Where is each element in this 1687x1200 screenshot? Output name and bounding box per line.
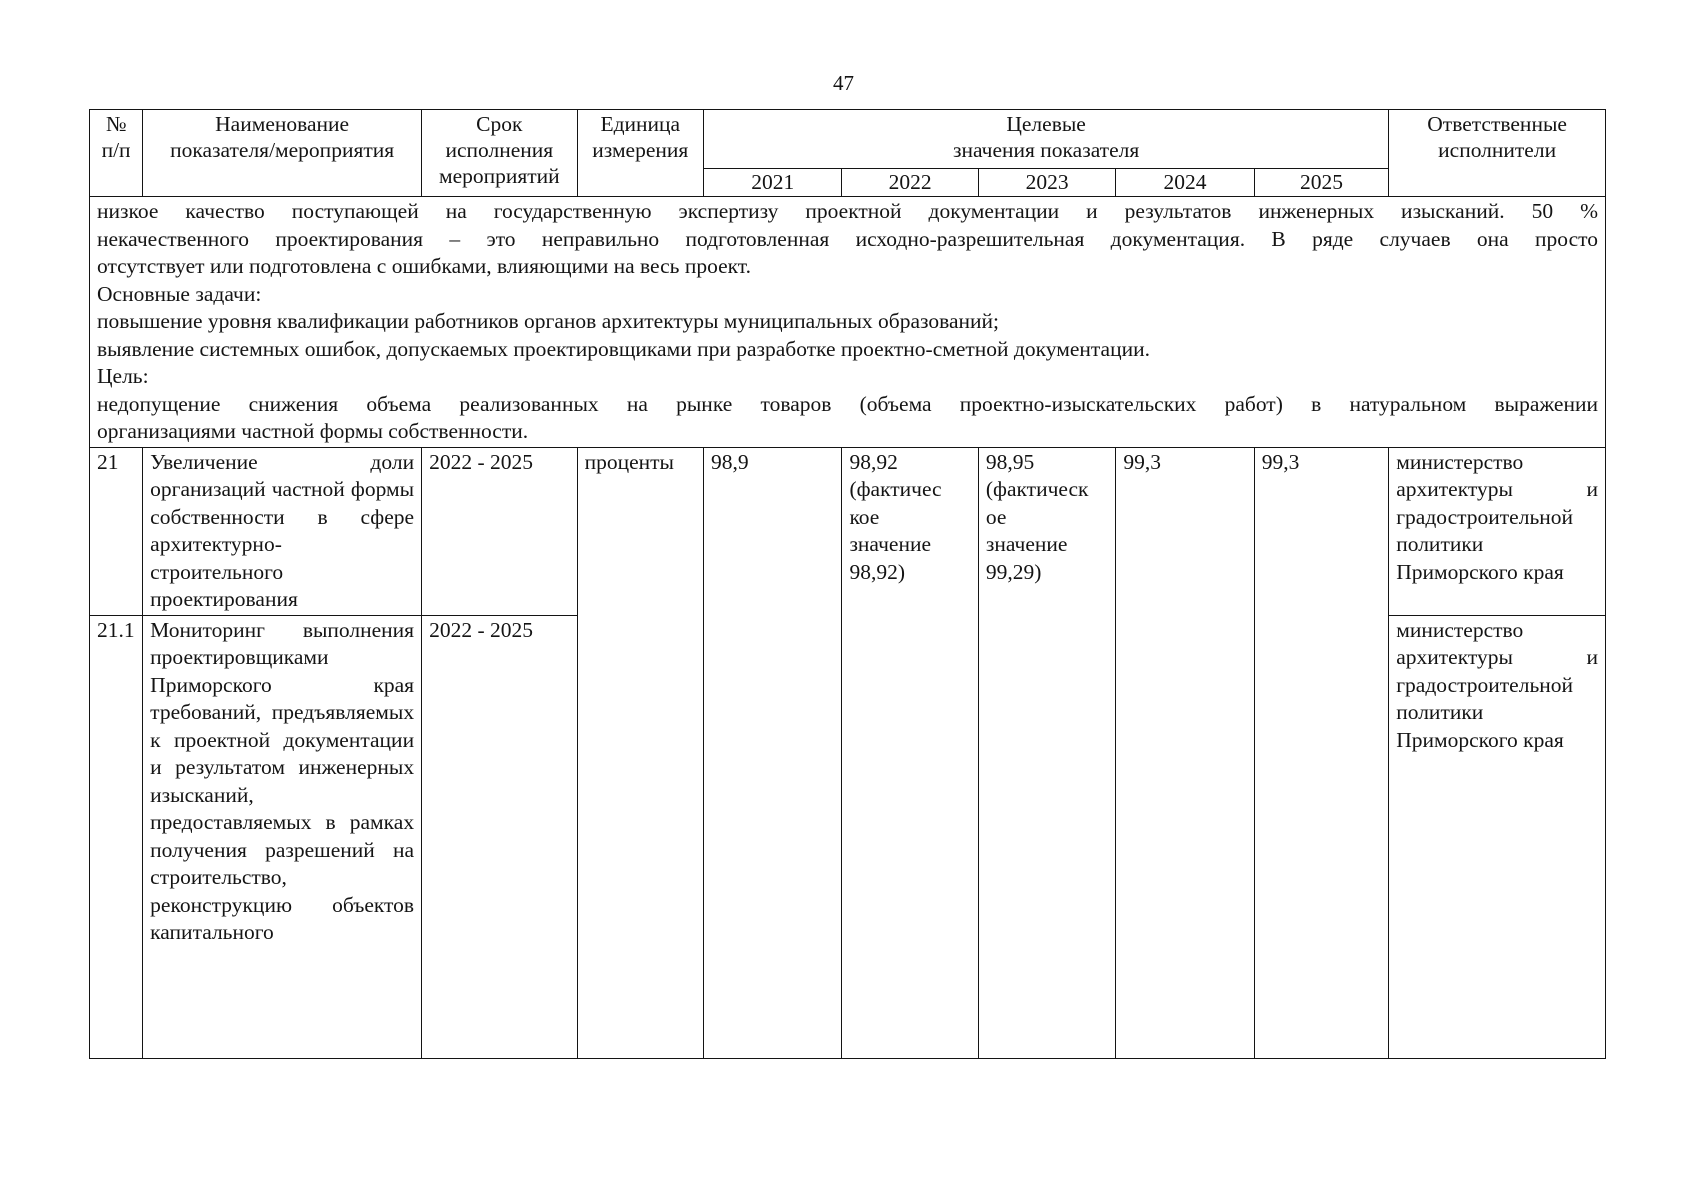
note-line-1: низкое качество поступающей на государственную экспертизу проектной документации и результатов инженерных изысканий. 50 %	[97, 199, 1598, 223]
row-21-1-term: 2022 - 2025	[422, 615, 578, 1058]
row-21-responsible: министерство архитектуры и градостроительной политики Приморского края	[1389, 447, 1606, 615]
header-term-line-3: мероприятий	[438, 164, 560, 188]
header-year-2021: 2021	[703, 169, 841, 197]
header-responsible-line-1: Ответственные	[1427, 112, 1567, 136]
value-2021-cell: 98,9	[703, 447, 841, 1058]
header-term-line-2: исполнения	[445, 138, 554, 162]
header-term-line-1: Срок	[476, 112, 523, 136]
table-header-row	[90, 110, 1606, 169]
note-line-7: Цель:	[97, 364, 149, 388]
note-line-8: недопущение снижения объема реализованных на рынке товаров (объема проектно-изыскательских работ) в натуральном выражении	[97, 391, 1598, 416]
note-text	[90, 197, 1606, 448]
note-line-6: выявление системных ошибок, допускаемых проектировщиками при разработке проектно-сметной документации.	[97, 336, 1150, 361]
value-2025-cell: 99,3	[1254, 447, 1388, 1058]
header-target-line-1: Целевые	[1006, 112, 1086, 136]
header-unit	[577, 110, 703, 197]
header-year-2025: 2025	[1254, 169, 1388, 197]
note-line-2: некачественного проектирования – это неправильно подготовленная исходно-разрешительная документация. В ряде случаев она просто	[97, 226, 1598, 251]
value-2022-cell	[842, 447, 978, 1058]
header-num	[90, 110, 143, 197]
indicators-table	[89, 109, 1606, 1059]
row-21-term: 2022 - 2025	[422, 447, 578, 615]
note-line-4: Основные задачи:	[97, 281, 262, 306]
row-21-num: 21	[90, 447, 143, 615]
header-term	[422, 110, 578, 197]
row-21-1-name: Мониторинг выполнения проектировщиками Приморского края требований, предъявляемых к проектной документации и результатом инженерных изысканий, предоставляемых в рамках получения разрешений на строительство, реконструкцию объектов капитального	[143, 615, 422, 1058]
value-2024-cell: 99,3	[1116, 447, 1254, 1058]
header-year-2022: 2022	[842, 169, 978, 197]
value-2023-line-4: значение	[985, 532, 1068, 556]
header-name-line-2: показателя/мероприятия	[170, 138, 395, 162]
value-2023-line-5: 99,29)	[985, 559, 1042, 584]
header-responsible-line-2: исполнители	[1438, 138, 1557, 162]
header-responsible	[1389, 110, 1606, 197]
value-2022-line-4: значение	[849, 532, 932, 556]
note-line-3: отсутствует или подготовлена с ошибками, влияющими на весь проект.	[97, 254, 751, 278]
value-2022-line-1: 98,92	[849, 449, 898, 474]
header-year-2024: 2024	[1116, 169, 1254, 197]
note-line-5: повышение уровня квалификации работников органов архитектуры муниципальных образований;	[97, 309, 1000, 333]
value-2022-line-5: 98,92)	[849, 559, 905, 584]
row-21-1-responsible: министерство архитектуры и градостроительной политики Приморского края	[1389, 615, 1606, 1058]
value-2023-line-1: 98,95	[985, 449, 1035, 474]
row-21-1-num: 21.1	[90, 615, 143, 1058]
header-name	[143, 110, 422, 197]
value-2022-line-2: (фактичес	[849, 477, 942, 501]
note-line-9: организациями частной формы собственности.	[97, 419, 529, 443]
value-2023-line-2: (фактическ	[985, 477, 1089, 501]
unit-cell: проценты	[577, 447, 703, 1058]
page-number: 47	[833, 71, 854, 95]
row-21-name: Увеличение доли организаций частной формы собственности в сфере архитектурно-строительного проектирования	[143, 447, 422, 615]
header-target	[703, 110, 1388, 169]
header-num-line-1: №	[105, 112, 127, 136]
header-num-line-2: п/п	[101, 138, 131, 162]
note-row	[90, 197, 1606, 448]
value-2023-line-3: ое	[985, 504, 1007, 529]
header-year-2023: 2023	[978, 169, 1115, 197]
header-unit-line-2: измерения	[592, 138, 689, 162]
value-2023-cell	[978, 447, 1115, 1058]
value-2022-line-3: кое	[849, 504, 880, 529]
table-row-21	[90, 447, 1606, 615]
header-unit-line-1: Единица	[600, 112, 681, 136]
header-target-line-2: значения показателя	[952, 138, 1140, 162]
header-name-line-1: Наименование	[215, 112, 350, 136]
